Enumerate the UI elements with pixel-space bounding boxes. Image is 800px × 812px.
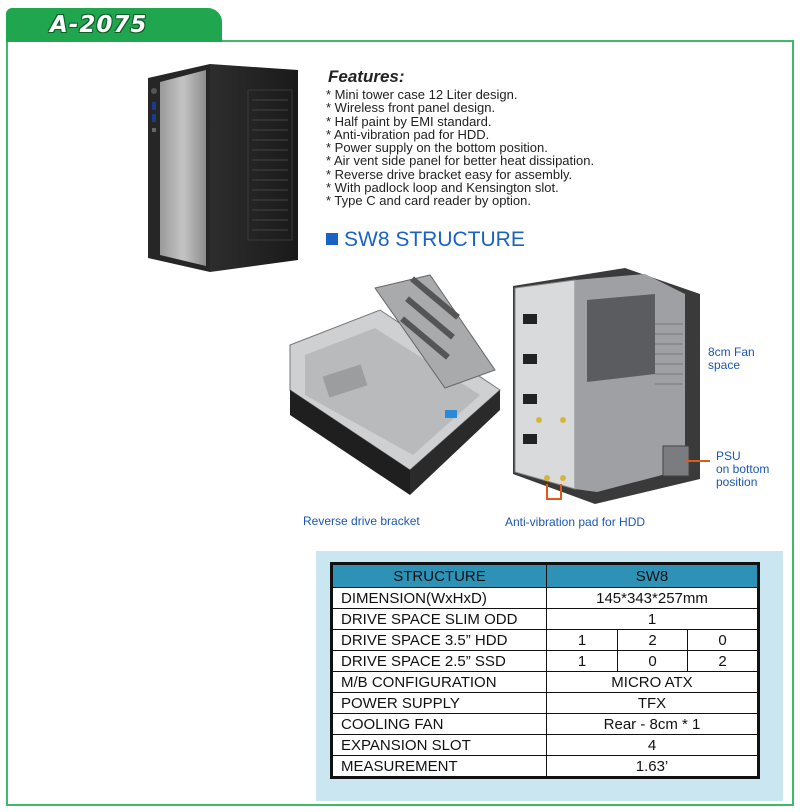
- table-row: [333, 672, 758, 693]
- structure-title-text: SW8 STRUCTURE: [344, 228, 525, 251]
- features-title: Features:: [328, 67, 405, 86]
- feature-item: * Power supply on the bottom position.: [326, 140, 548, 156]
- row-label: DRIVE SPACE 2.5” SSD: [333, 651, 547, 672]
- pad-leader-line: [546, 484, 548, 498]
- table-header-row: [333, 565, 758, 588]
- table-row: [333, 609, 758, 630]
- row-value: 1: [547, 651, 618, 672]
- pad-leader-line: [546, 498, 562, 500]
- feature-item: * Type C and card reader by option.: [326, 193, 531, 209]
- table-row: [333, 693, 758, 714]
- square-bullet-icon: [326, 233, 338, 245]
- table-row: [333, 630, 758, 651]
- row-label: DRIVE SPACE 3.5” HDD: [333, 630, 547, 651]
- row-value: 0: [688, 630, 758, 651]
- table-row: [333, 714, 758, 735]
- header-structure: STRUCTURE: [333, 565, 547, 588]
- row-value: 1: [547, 609, 758, 630]
- row-value: 145*343*257mm: [547, 588, 758, 609]
- fan-caption-line: 8cm Fan: [708, 345, 755, 359]
- row-value: 4: [547, 735, 758, 756]
- reverse-bracket-caption: Reverse drive bracket: [303, 514, 420, 528]
- feature-item: * Anti-vibration pad for HDD.: [326, 126, 490, 142]
- psu-caption: [716, 450, 769, 489]
- psu-caption-line: PSU: [716, 449, 741, 463]
- table-row: [333, 588, 758, 609]
- row-value: 0: [618, 651, 688, 672]
- structure-section-title: [326, 228, 525, 252]
- feature-item: * Reverse drive bracket easy for assembly.: [326, 166, 573, 182]
- row-label: EXPANSION SLOT: [333, 735, 547, 756]
- row-value: 1: [547, 630, 618, 651]
- table-row: [333, 651, 758, 672]
- row-value: TFX: [547, 693, 758, 714]
- table-row: [333, 735, 758, 756]
- features-list: [326, 88, 686, 208]
- row-value: 2: [618, 630, 688, 651]
- psu-caption-line: position: [716, 475, 758, 489]
- row-label: MEASUREMENT: [333, 756, 547, 777]
- row-value: 1.63’: [547, 756, 758, 777]
- row-label: COOLING FAN: [333, 714, 547, 735]
- feature-item: * Wireless front panel design.: [326, 100, 496, 116]
- psu-leader-line: [686, 460, 710, 462]
- feature-item: * Air vent side panel for better heat dissipation.: [326, 153, 595, 169]
- table-row: [333, 756, 758, 777]
- row-label: DIMENSION(WxHxD): [333, 588, 547, 609]
- row-label: DRIVE SPACE SLIM ODD: [333, 609, 547, 630]
- row-value: 2: [688, 651, 758, 672]
- fan-space-caption: [708, 346, 755, 372]
- reverse-drive-bracket-image: [285, 270, 510, 510]
- pad-leader-line: [560, 484, 562, 498]
- fan-caption-line: space: [708, 358, 741, 372]
- header-model: SW8: [547, 565, 758, 588]
- spec-table: [332, 564, 758, 777]
- row-label: POWER SUPPLY: [333, 693, 547, 714]
- feature-item: * Half paint by EMI standard.: [326, 113, 492, 129]
- model-name: A-2075: [50, 12, 148, 38]
- row-label: M/B CONFIGURATION: [333, 672, 547, 693]
- tower-case-image: [140, 60, 300, 275]
- model-tab: [6, 8, 222, 42]
- row-value: Rear - 8cm * 1: [547, 714, 758, 735]
- anti-vibration-caption: Anti-vibration pad for HDD: [505, 515, 646, 529]
- row-value: MICRO ATX: [547, 672, 758, 693]
- open-chassis-image: [505, 264, 705, 509]
- psu-caption-line: on bottom: [716, 462, 770, 476]
- feature-item: * Mini tower case 12 Liter design.: [326, 87, 518, 102]
- feature-item: * With padlock loop and Kensington slot.: [326, 180, 559, 196]
